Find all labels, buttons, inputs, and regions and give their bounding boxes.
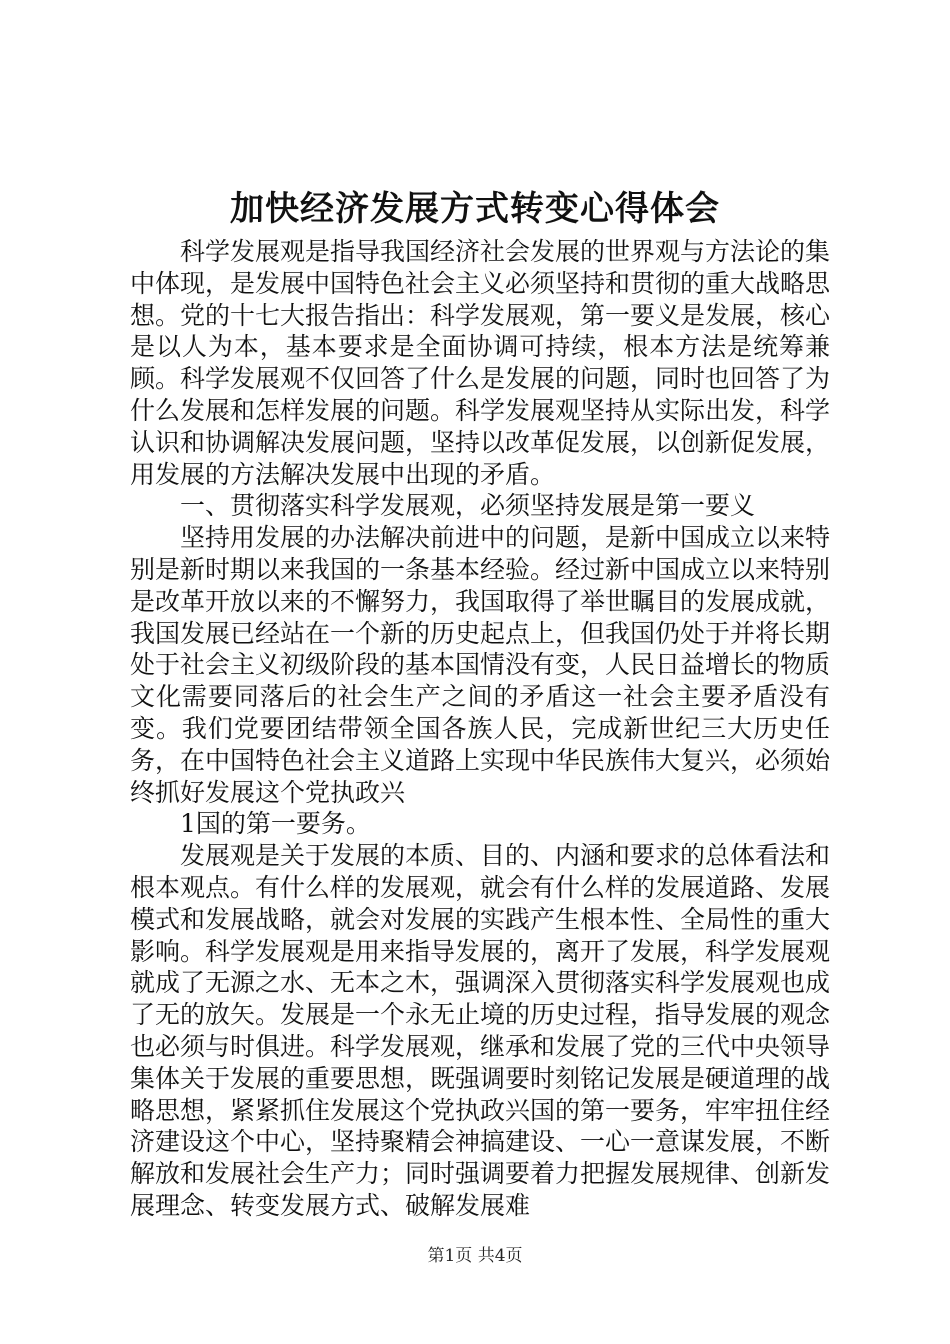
- paragraph-fragment: 1国的第一要务。: [180, 809, 371, 839]
- section-heading: 一、贯彻落实科学发展观，必须坚持发展是第一要义: [180, 491, 756, 521]
- document-body: [130, 236, 830, 1222]
- paragraph-outlook: 发展观是关于发展的本质、目的、内涵和要求的总体看法和根本观点。有什么样的发展观，就会有什么样的发展道路、发展模式和发展战略，就会对发展的实践产生根本性、全局性的重大影响。科学发展观是用来指导发展的，离开了发展，科学发展观就成了无源之水、无本之木，强调深入贯彻落实科学发展观也成了无的放矢。发展是一个永无止境的历史过程，指导发展的观念也必须与时俱进。科学发展观，继承和发展了党的三代中央领导集体关于发展的重要思想，既强调要时刻铭记发展是硬道理的战略思想，紧紧抓住发展这个党执政兴国的第一要务，牢牢扭住经济建设这个中心，坚持聚精会神搞建设、一心一意谋发展，不断解放和发展社会生产力；同时强调要着力把握发展规律、创新发展理念、转变发展方式、破解发展难: [130, 841, 831, 1220]
- paragraph-development: 坚持用发展的办法解决前进中的问题，是新中国成立以来特别是新时期以来我国的一条基本经验。经过新中国成立以来特别是改革开放以来的不懈努力，我国取得了举世瞩目的发展成就，我国发展已经站在一个新的历史起点上，但我国仍处于并将长期处于社会主义初级阶段的基本国情没有变，人民日益增长的物质文化需要同落后的社会生产之间的矛盾这一社会主要矛盾没有变。我们党要团结带领全国各族人民，完成新世纪三大历史任务，在中国特色社会主义道路上实现中华民族伟大复兴，必须始终抓好发展这个党执政兴: [130, 523, 831, 807]
- document-title: 加快经济发展方式转变心得体会: [230, 189, 720, 229]
- page-footer: 第1页 共4页: [427, 1246, 523, 1266]
- paragraph-intro: 科学发展观是指导我国经济社会发展的世界观与方法论的集中体现，是发展中国特色社会主义必须坚持和贯彻的重大战略思想。党的十七大报告指出：科学发展观，第一要义是发展，核心是以人为本，基本要求是全面协调可持续，根本方法是统筹兼顾。科学发展观不仅回答了什么是发展的问题，同时也回答了为什么发展和怎样发展的问题。科学发展观坚持从实际出发，科学认识和协调解决发展问题，坚持以改革促发展，以创新促发展，用发展的方法解决发展中出现的矛盾。: [130, 237, 831, 489]
